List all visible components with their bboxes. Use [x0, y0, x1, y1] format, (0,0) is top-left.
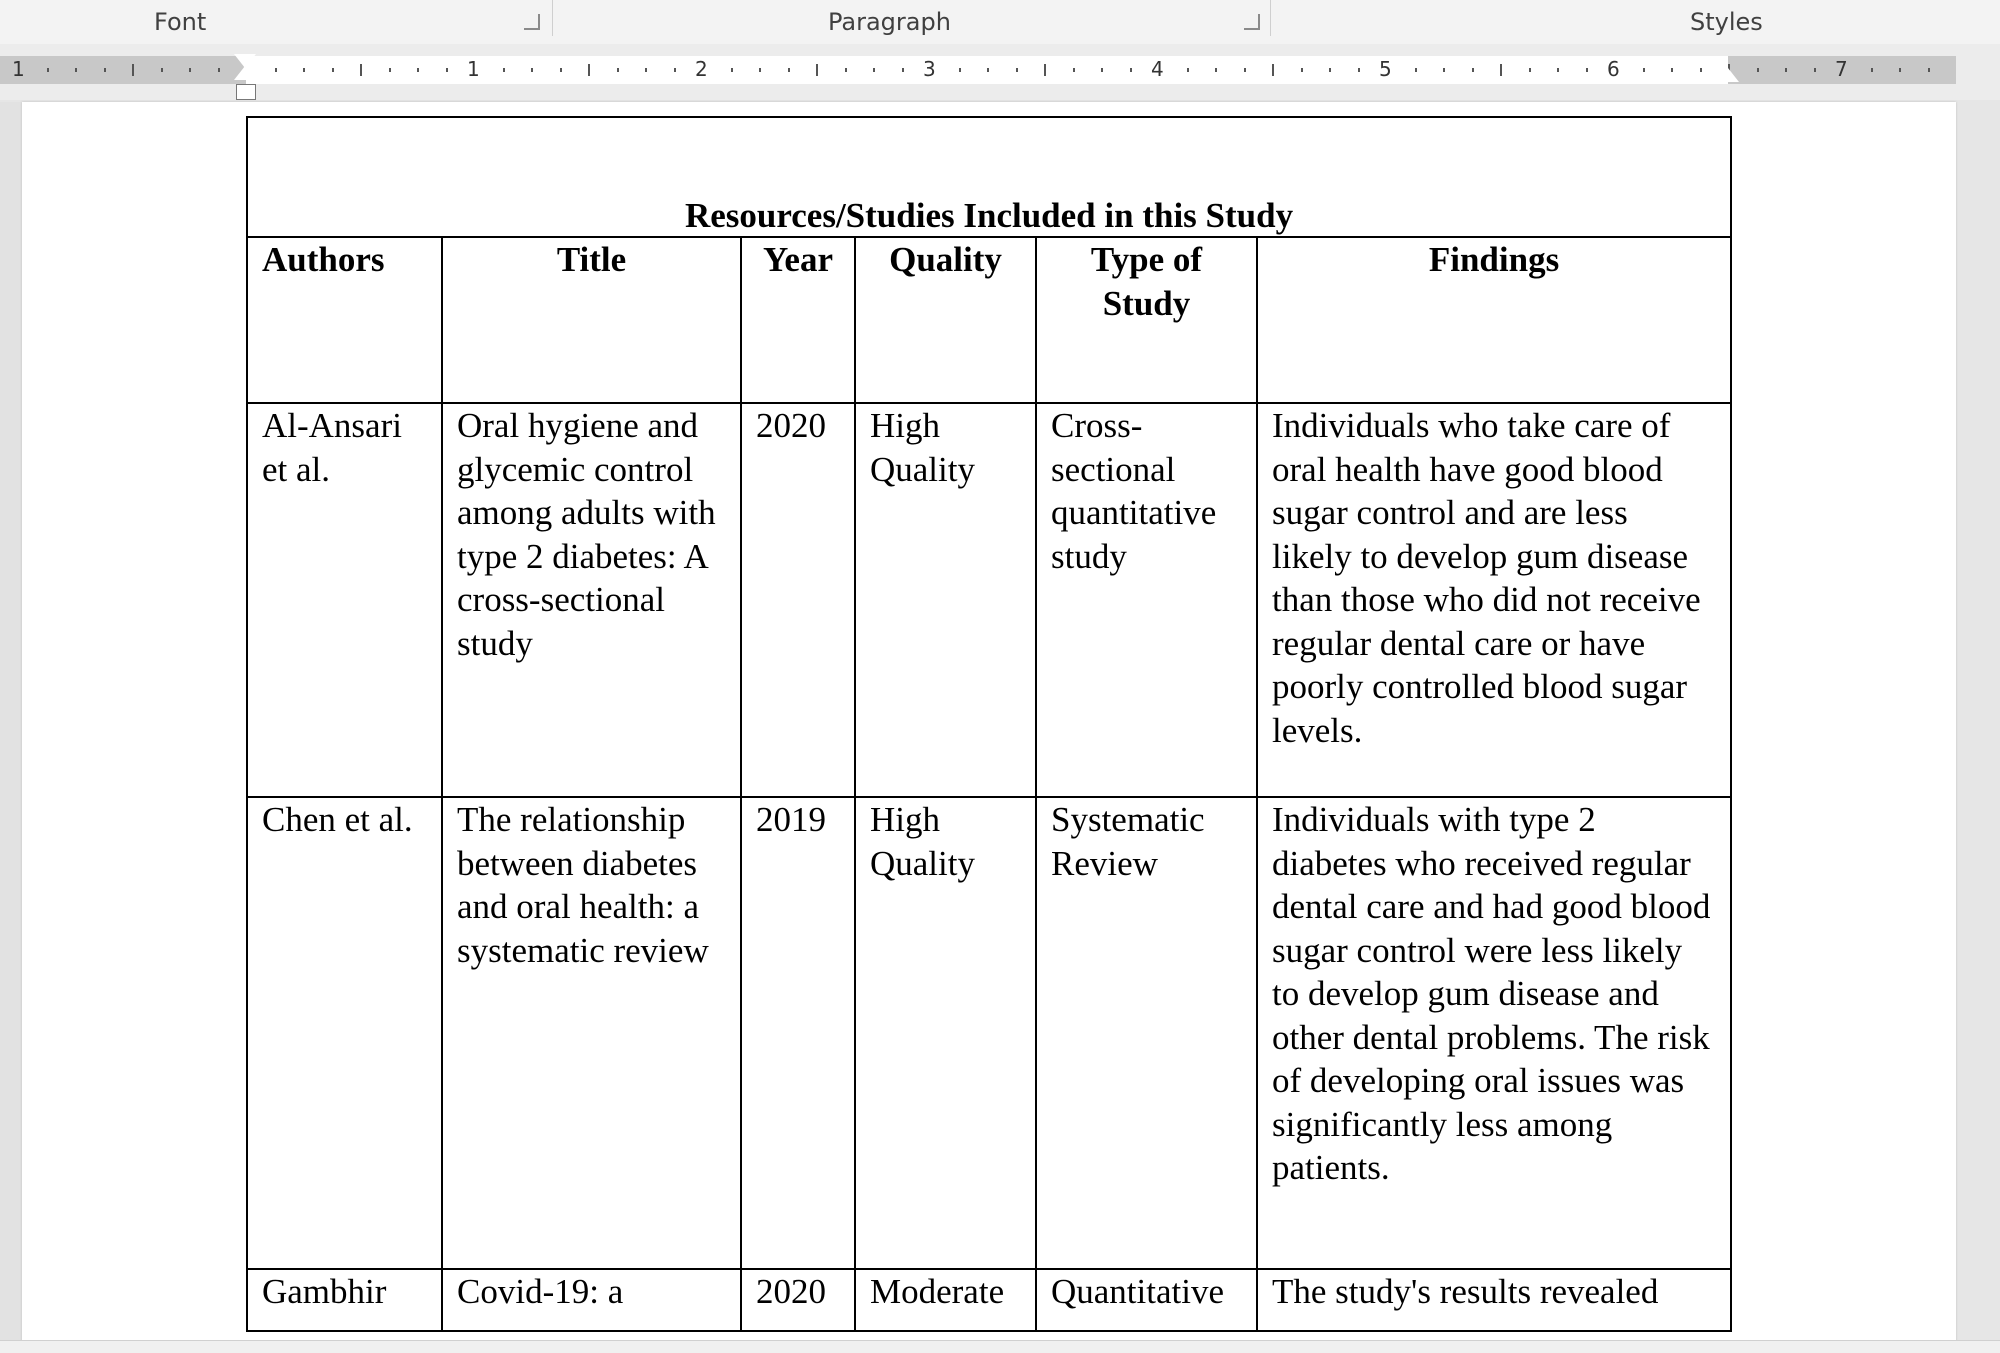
ruler-tick: [303, 68, 305, 72]
paragraph-group-label: Paragraph: [828, 8, 951, 36]
studies-table: [246, 116, 1732, 1332]
group-divider: [1270, 0, 1271, 36]
left-indent-marker[interactable]: [236, 84, 256, 100]
ruler-tick: [1529, 68, 1531, 72]
cell-authors: Al-Ansari et al.: [247, 403, 442, 797]
ruler-tick: [1586, 68, 1588, 72]
styles-group-label: Styles: [1690, 8, 1763, 36]
ruler-tick: [189, 68, 191, 72]
font-group-label: Font: [154, 8, 207, 36]
ruler-tick: [1329, 68, 1331, 72]
cell-authors: Chen et al.: [247, 797, 442, 1269]
ruler-number: 1: [12, 57, 25, 81]
ruler-tick: [1215, 68, 1217, 72]
ruler-tick: [902, 68, 904, 72]
ruler-number: 5: [1379, 57, 1392, 81]
ruler-tick: [446, 68, 448, 72]
ribbon-group-bar: [0, 0, 2000, 45]
ruler-tick: [674, 68, 676, 72]
cell-findings: Individuals with type 2 diabetes who received regular dental care and had good blood sugar control were less likely to develop gum disease and other dental problems. The risk of developing oral issues was significantly less among patients.: [1257, 797, 1731, 1269]
cell-quality: High Quality: [855, 403, 1036, 797]
ruler-number: 7: [1835, 57, 1848, 81]
ruler-tick: [275, 68, 277, 72]
ruler-number: 1: [467, 57, 480, 81]
ruler-number: 6: [1607, 57, 1620, 81]
cell-title: Oral hygiene and glycemic control among adults with type 2 diabetes: A cross-sectional study: [442, 403, 741, 797]
ruler-tick: [218, 68, 220, 72]
cell-type: Cross-sectional quantitative study: [1036, 403, 1257, 797]
font-dialog-launcher-icon[interactable]: [524, 14, 540, 30]
header-type-of-study: Type of Study: [1036, 237, 1257, 403]
ruler-tick: [1814, 68, 1816, 72]
ruler-tick: [1187, 68, 1189, 72]
ruler-tick: [645, 68, 647, 72]
cell-title: Covid-19: a: [442, 1269, 741, 1331]
ruler-tick: [873, 68, 875, 72]
ruler-tick: [360, 64, 362, 76]
right-indent-marker[interactable]: [1717, 68, 1739, 82]
ruler-tick: [959, 68, 961, 72]
ruler-tick: [531, 68, 533, 72]
ruler-tick: [1557, 68, 1559, 72]
ruler-tick: [816, 64, 818, 76]
ruler-tick: [1101, 68, 1103, 72]
ruler-tick: [104, 68, 106, 72]
cell-year: 2019: [741, 797, 855, 1269]
ruler-tick: [503, 68, 505, 72]
cell-authors: Gambhir: [247, 1269, 442, 1331]
status-bar: [0, 1340, 2000, 1353]
ruler-tick: [161, 68, 163, 72]
paragraph-dialog-launcher-icon[interactable]: [1244, 14, 1260, 30]
table-row: [247, 1269, 1731, 1331]
ruler-tick: [1358, 68, 1360, 72]
ruler-tick: [1785, 68, 1787, 72]
ruler-tick: [1757, 68, 1759, 72]
ruler-tick: [1443, 68, 1445, 72]
ruler-tick: [987, 68, 989, 72]
ruler-number: 4: [1151, 57, 1164, 81]
cell-type: Quantitative: [1036, 1269, 1257, 1331]
page-margin-left: [0, 102, 22, 1342]
header-quality: Quality: [855, 237, 1036, 403]
ruler-tick: [389, 68, 391, 72]
ruler-tick: [47, 68, 49, 72]
ruler-tick: [617, 68, 619, 72]
header-title: Title: [442, 237, 741, 403]
ruler-tick: [788, 68, 790, 72]
ruler-tick: [1871, 68, 1873, 72]
ruler-tick: [1700, 68, 1702, 72]
table-row: [247, 403, 1731, 797]
cell-quality: High Quality: [855, 797, 1036, 1269]
ruler-tick: [75, 68, 77, 72]
header-year: Year: [741, 237, 855, 403]
cell-findings: The study's results revealed: [1257, 1269, 1731, 1331]
ruler-tick: [1044, 64, 1046, 76]
ruler-tick: [332, 68, 334, 72]
group-divider: [552, 0, 553, 36]
ruler-tick: [731, 68, 733, 72]
ruler-tick: [1301, 68, 1303, 72]
ruler-tick: [759, 68, 761, 72]
table-caption: Resources/Studies Included in this Study: [247, 117, 1731, 237]
ruler-tick: [417, 68, 419, 72]
ruler-tick: [845, 68, 847, 72]
ruler-tick: [1928, 68, 1930, 72]
ruler-tick: [1016, 68, 1018, 72]
cell-year: 2020: [741, 1269, 855, 1331]
ruler-tick: [1899, 68, 1901, 72]
ruler-tick: [1073, 68, 1075, 72]
ruler-tick: [1415, 68, 1417, 72]
header-findings: Findings: [1257, 237, 1731, 403]
cell-quality: Moderate: [855, 1269, 1036, 1331]
ruler-tick: [132, 64, 134, 76]
ruler-number: 2: [695, 57, 708, 81]
cell-year: 2020: [741, 403, 855, 797]
ruler-tick: [1671, 68, 1673, 72]
cell-findings: Individuals who take care of oral health have good blood sugar control and are less likely to develop gum disease than those who did not receive regular dental care or have poorly controlled blood sugar levels.: [1257, 403, 1731, 797]
ruler-tick: [1272, 64, 1274, 76]
ruler-number: 3: [923, 57, 936, 81]
ruler-tick: [1472, 68, 1474, 72]
ruler-tick: [560, 68, 562, 72]
ruler-tick: [1500, 64, 1502, 76]
ruler-tick: [1244, 68, 1246, 72]
header-authors: Authors: [247, 237, 442, 403]
table-row: [247, 797, 1731, 1269]
hanging-indent-marker[interactable]: [234, 66, 256, 80]
ruler-tick: [588, 64, 590, 76]
ruler-tick: [1643, 68, 1645, 72]
cell-type: Systematic Review: [1036, 797, 1257, 1269]
ruler-tick: [1130, 68, 1132, 72]
cell-title: The relationship between diabetes and oral health: a systematic review: [442, 797, 741, 1269]
